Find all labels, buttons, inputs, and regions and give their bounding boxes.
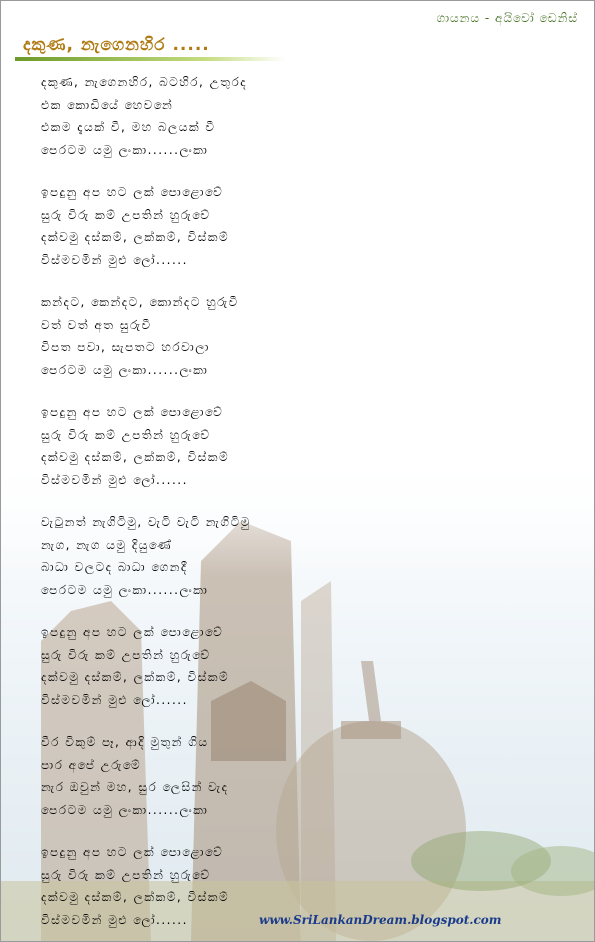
- lyric-line: එක කොඩියේ හෙවනේ: [41, 97, 174, 112]
- lyric-line: දක්වමු දස්කම්, ලක්කම්, විස්කම්: [41, 450, 230, 464]
- stanza: [41, 621, 461, 711]
- lyric-line: සුරු විරු කම් උපතින් හුරුවේ: [41, 207, 211, 222]
- lyric-line: සුරු විරු කම් උපතින් හුරුවේ: [41, 427, 211, 442]
- stanza: [41, 291, 461, 381]
- lyric-line: කන්දට, කෙන්දට, කොන්දට හුරුවී: [41, 295, 239, 309]
- lyric-line: දක්වමු දස්කම්, ලක්කම්, විස්කම්: [41, 230, 230, 244]
- blog-url-link[interactable]: www.SriLankanDream.blogspot.com: [259, 913, 502, 927]
- lyric-line: විස්මවමින් මුළු ලෝ......: [41, 692, 188, 707]
- lyric-line: එකම දැයක් වී, මහ බලයක් වී: [41, 120, 216, 134]
- lyric-line: වැටුනත් නැගිටිමු, වැටි වැටි නැගිටිමු: [41, 515, 251, 529]
- lyrics-body: [41, 71, 461, 942]
- lyric-line: නැර ඔවුන් මහ, සුර ලෙසින් වැද: [41, 780, 229, 794]
- lyric-line: ඉපදුනු අප හට ලක් පොළොවේ: [41, 405, 224, 419]
- lyric-line: දක්වමු දස්කම්, ලක්කම්, විස්කම්: [41, 670, 230, 684]
- lyric-line: පාර අපේ උරුමේ: [41, 757, 142, 772]
- lyric-line: ඉපදුනු අප හට ලක් පොළොවේ: [41, 845, 224, 859]
- lyric-line: පෙරටම යමු ලංකා......ලංකා: [41, 802, 209, 817]
- lyric-line: පෙරටම යමු ලංකා......ලංකා: [41, 582, 209, 597]
- lyric-line: විස්මවමින් මුළු ලෝ......: [41, 472, 188, 487]
- lyric-line: වත් වත් අත සුරුවී: [41, 317, 152, 332]
- stanza: [41, 71, 461, 161]
- lyric-line: විස්මවමින් මුළු ලෝ......: [41, 252, 188, 267]
- lyric-line: විස්මවමින් මුළු ලෝ......: [41, 912, 188, 927]
- lyric-line: වීර විකුම් පෑ, ආදි මුතුන් ගිය: [41, 735, 209, 749]
- song-title: දකුණ, නැගෙනහිර .....: [23, 35, 210, 55]
- lyric-line: ඉපදුනු අප හට ලක් පොළොවේ: [41, 185, 224, 199]
- lyric-line: ඉපදුනු අප හට ලක් පොළොවේ: [41, 625, 224, 639]
- singer-credit: ගායනය - අයිවෝ ඩෙනිස්: [436, 11, 578, 25]
- lyric-line: පෙරටම යමු ලංකා......ලංකා: [41, 142, 209, 157]
- title-underline: [15, 57, 285, 61]
- stanza: [41, 401, 461, 491]
- lyric-line: දකුණ, නැගෙනහිර, බටහිර, උතුරද: [41, 75, 248, 89]
- lyric-line: දක්වමු දස්කම්, ලක්කම්, විස්කම්: [41, 890, 230, 904]
- stanza: [41, 181, 461, 271]
- stanza: [41, 511, 461, 601]
- lyric-line: නැග, නැග යමු දියුණේ: [41, 537, 172, 552]
- lyric-line: බාධා වලටද බාධා ගෙනදී: [41, 560, 188, 574]
- lyric-line: සුරු විරු කම් උපතින් හුරුවේ: [41, 867, 211, 882]
- lyric-line: පෙරටම යමු ලංකා......ලංකා: [41, 362, 209, 377]
- stanza: [41, 731, 461, 821]
- lyric-line: විපත පවා, සැපතට හරවාලා: [41, 340, 210, 354]
- lyric-line: සුරු විරු කම් උපතින් හුරුවේ: [41, 647, 211, 662]
